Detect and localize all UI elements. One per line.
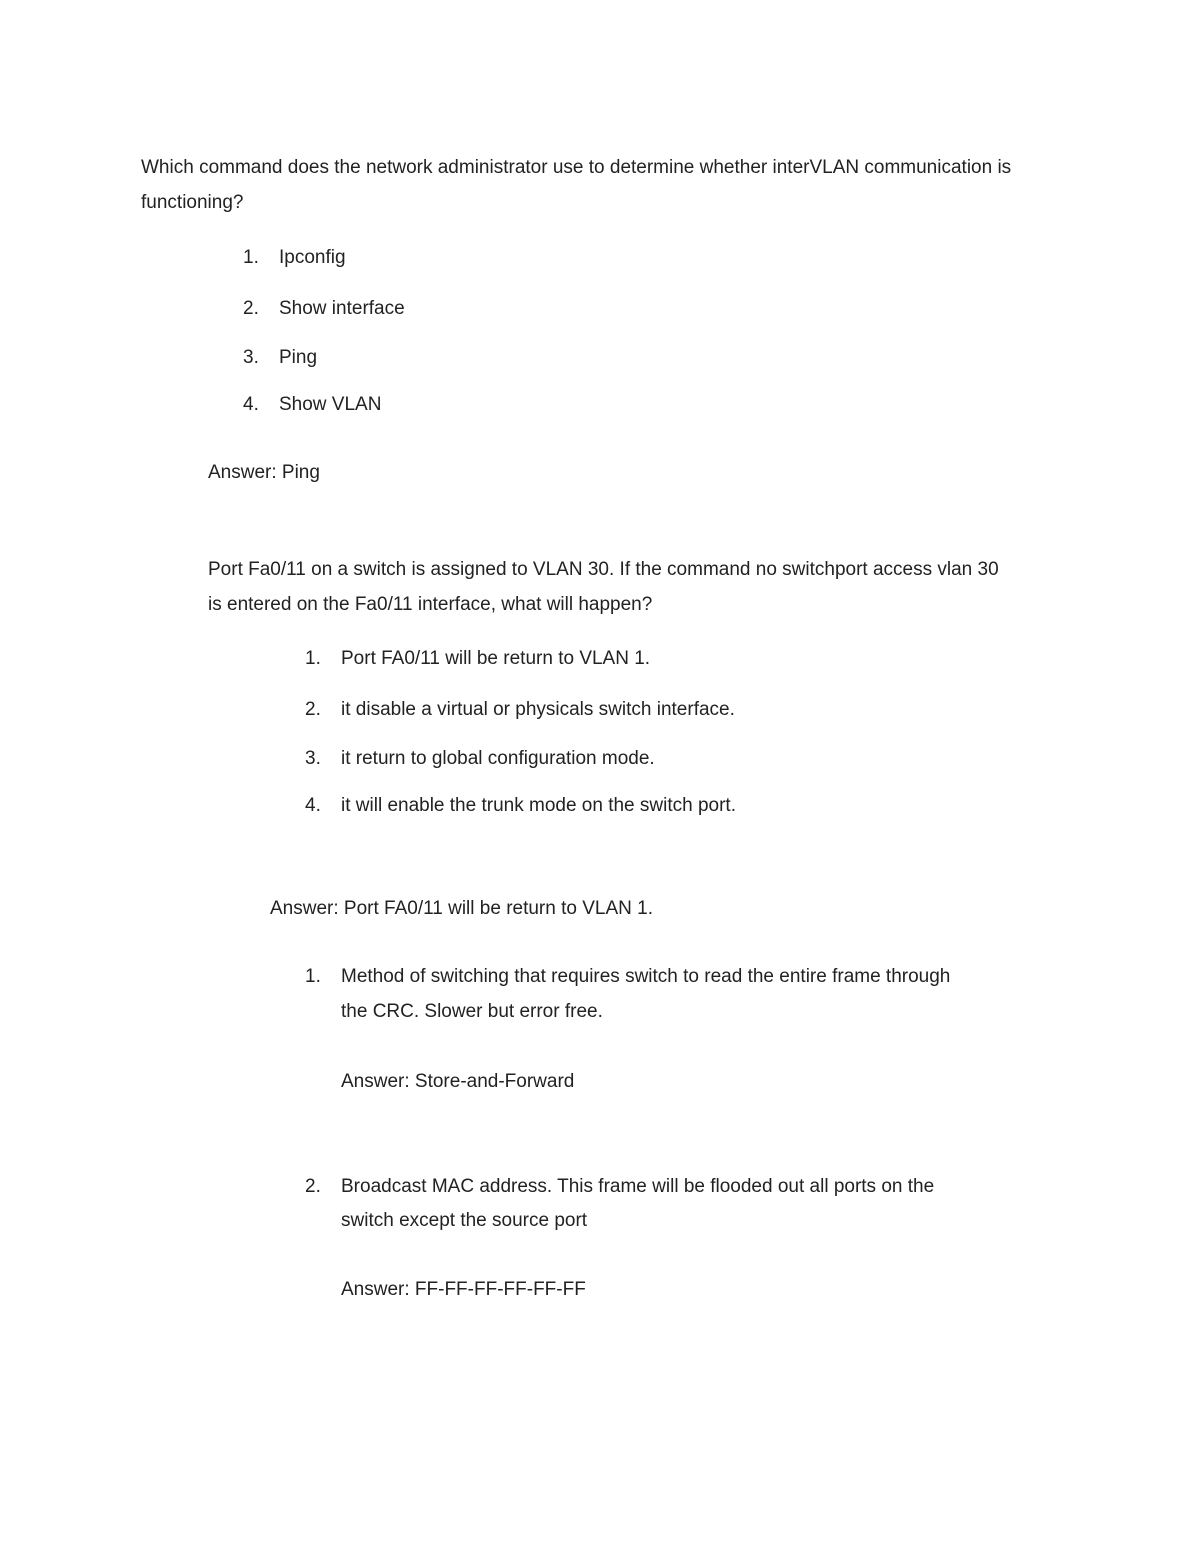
q2-option-2: it disable a virtual or physicals switch interface. (341, 699, 735, 720)
q2-option-3-number: 3. (305, 748, 321, 769)
item-3-number: 1. (305, 966, 321, 987)
item-4-line-1: Broadcast MAC address. This frame will be flooded out all ports on the (341, 1176, 935, 1197)
q1-option-4: Show VLAN (279, 394, 382, 415)
q2-option-1: Port FA0/11 will be return to VLAN 1. (341, 648, 651, 669)
q1-option-1-number: 1. (243, 247, 259, 268)
question-1-line-1: Which command does the network administrator use to determine whether interVLAN communication is (141, 157, 1012, 178)
q1-answer: Answer: Ping (208, 462, 320, 483)
question-1-line-2: functioning? (141, 192, 244, 213)
item-4-number: 2. (305, 1176, 321, 1197)
q1-option-3: Ping (279, 347, 318, 368)
question-2-line-2: is entered on the Fa0/11 interface, what will happen? (208, 594, 653, 615)
item-3-line-2: the CRC. Slower but error free. (341, 1001, 603, 1022)
q1-option-4-number: 4. (243, 394, 259, 415)
q2-option-2-number: 2. (305, 699, 321, 720)
item-4-line-2: switch except the source port (341, 1210, 588, 1231)
q2-option-4: it will enable the trunk mode on the switch port. (341, 795, 736, 816)
q1-option-2-number: 2. (243, 298, 259, 319)
q2-option-4-number: 4. (305, 795, 321, 816)
q1-option-2: Show interface (279, 298, 405, 319)
question-2-line-1: Port Fa0/11 on a switch is assigned to VLAN 30. If the command no switchport access vlan 30 (208, 559, 999, 580)
q1-option-1: Ipconfig (279, 247, 346, 268)
item-3-answer: Answer: Store-and-Forward (341, 1071, 575, 1092)
item-3-line-1: Method of switching that requires switch to read the entire frame through (341, 966, 951, 987)
q2-answer: Answer: Port FA0/11 will be return to VLAN 1. (270, 898, 653, 919)
q2-option-1-number: 1. (305, 648, 321, 669)
q2-option-3: it return to global configuration mode. (341, 748, 655, 769)
item-4-answer: Answer: FF-FF-FF-FF-FF-FF (341, 1279, 586, 1300)
q1-option-3-number: 3. (243, 347, 259, 368)
